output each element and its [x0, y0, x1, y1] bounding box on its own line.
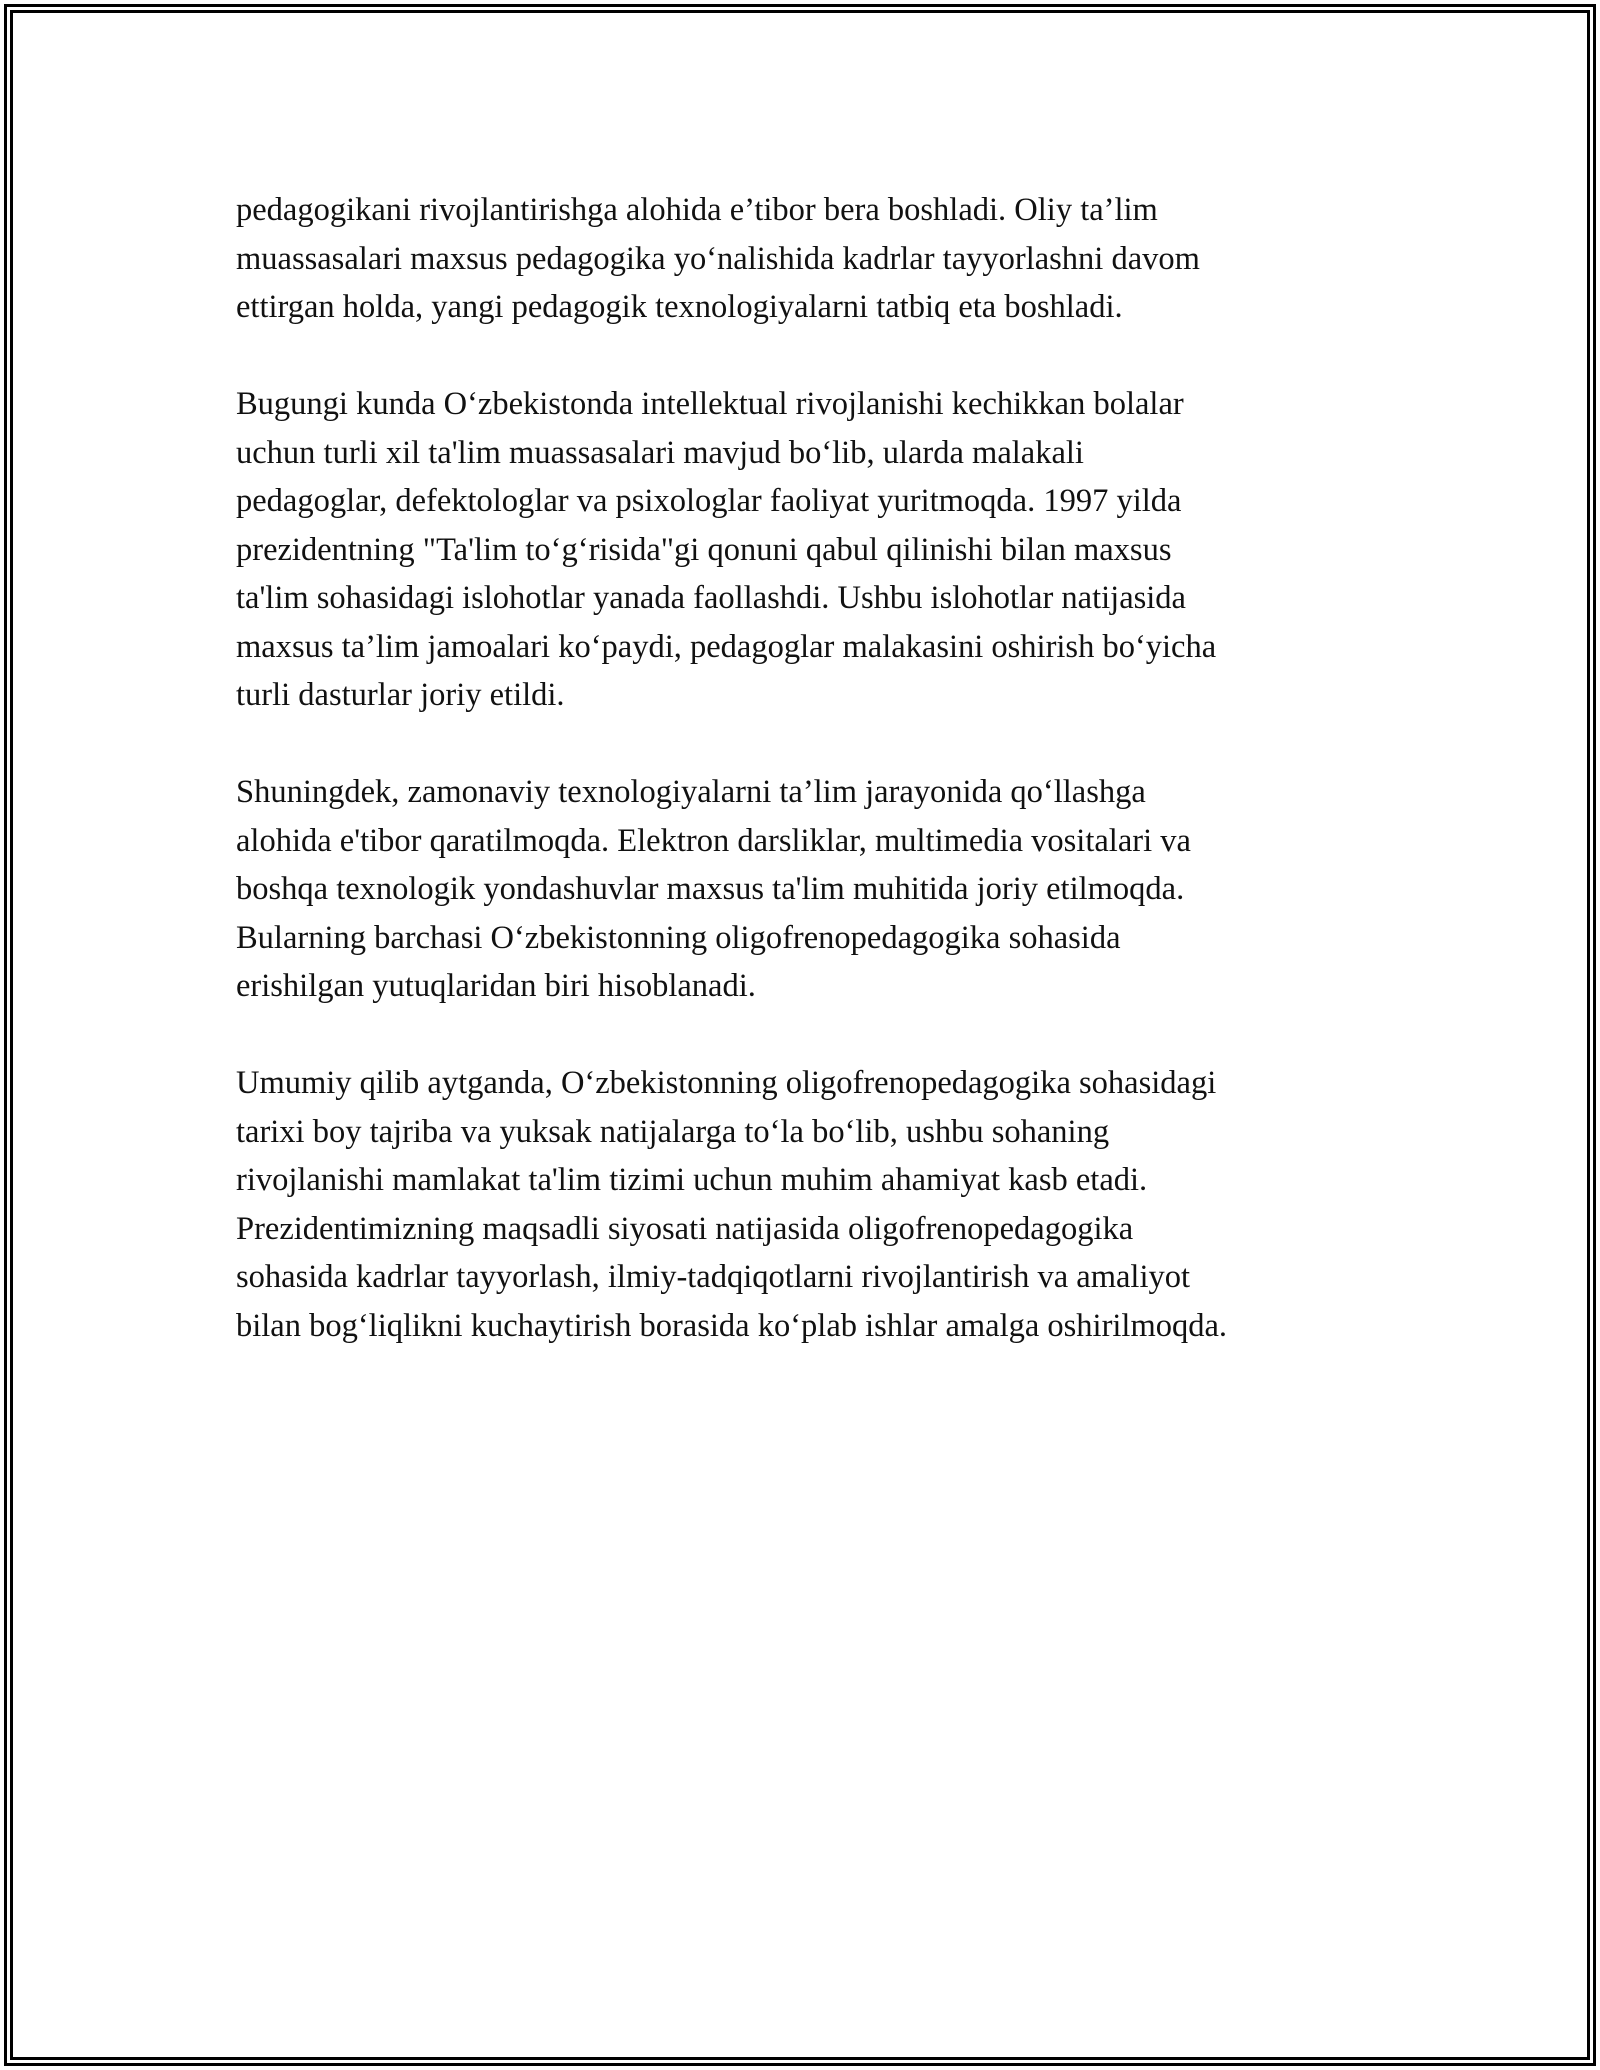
text-line: pedagoglar, defektologlar va psixologlar faoliyat yuritmoqda. 1997 yilda: [236, 483, 1182, 519]
text-line: Umumiy qilib aytganda, O‘zbekistonning oligofrenopedagogika sohasidagi: [236, 1065, 1217, 1101]
paragraph-3: [236, 768, 1366, 1011]
text-line: Bularning barchasi O‘zbekistonning oligofrenopedagogika sohasida: [236, 919, 1121, 956]
paragraph-4: [236, 1059, 1366, 1350]
text-line: muassasalari maxsus pedagogika yo‘nalishida kadrlar tayyorlashni davom: [236, 240, 1200, 277]
text-line: Bugungi kunda O‘zbekistonda intellektual rivojlanishi kechikkan bolalar: [236, 386, 1184, 422]
text-line: bilan bog‘liqlikni kuchaytirish borasida ko‘plab ishlar amalga oshirilmoqda.: [236, 1307, 1228, 1344]
text-line: boshqa texnologik yondashuvlar maxsus ta'lim muhitida joriy etilmoqda.: [236, 871, 1185, 907]
text-line: rivojlanishi mamlakat ta'lim tizimi uchun muhim ahamiyat kasb etadi.: [236, 1162, 1148, 1198]
text-line: maxsus ta’lim jamoalari ko‘paydi, pedagoglar malakasini oshirish bo‘yicha: [236, 628, 1217, 665]
text-line: prezidentning "Ta'lim to‘g‘risida"gi qonuni qabul qilinishi bilan maxsus: [236, 531, 1172, 568]
text-line: Shuningdek, zamonaviy texnologiyalarni ta’lim jarayonida qo‘llashga: [236, 774, 1146, 810]
paragraph-2: [236, 380, 1366, 720]
text-line: tarixi boy tajriba va yuksak natijalarga to‘la bo‘lib, ushbu sohaning: [236, 1113, 1110, 1150]
text-line: pedagogikani rivojlantirishga alohida e’tibor bera boshladi. Oliy ta’lim: [236, 192, 1158, 228]
text-line: sohasida kadrlar tayyorlash, ilmiy-tadqiqotlarni rivojlantirish va amaliyot: [236, 1259, 1191, 1295]
text-line: Prezidentimizning maqsadli siyosati natijasida oligofrenopedagogika: [236, 1210, 1134, 1247]
text-line: turli dasturlar joriy etildi.: [236, 677, 565, 713]
text-line: ettirgan holda, yangi pedagogik texnologiyalarni tatbiq eta boshladi.: [236, 289, 1123, 325]
paragraph-1: [236, 186, 1366, 332]
text-line: uchun turli xil ta'lim muassasalari mavjud bo‘lib, ularda malakali: [236, 434, 1084, 471]
text-line: alohida e'tibor qaratilmoqda. Elektron darsliklar, multimedia vositalari va: [236, 822, 1191, 859]
text-line: ta'lim sohasidagi islohotlar yanada faollashdi. Ushbu islohotlar natijasida: [236, 580, 1186, 616]
document-body: [236, 186, 1366, 1399]
text-line: erishilgan yutuqlaridan biri hisoblanadi.: [236, 968, 756, 1004]
